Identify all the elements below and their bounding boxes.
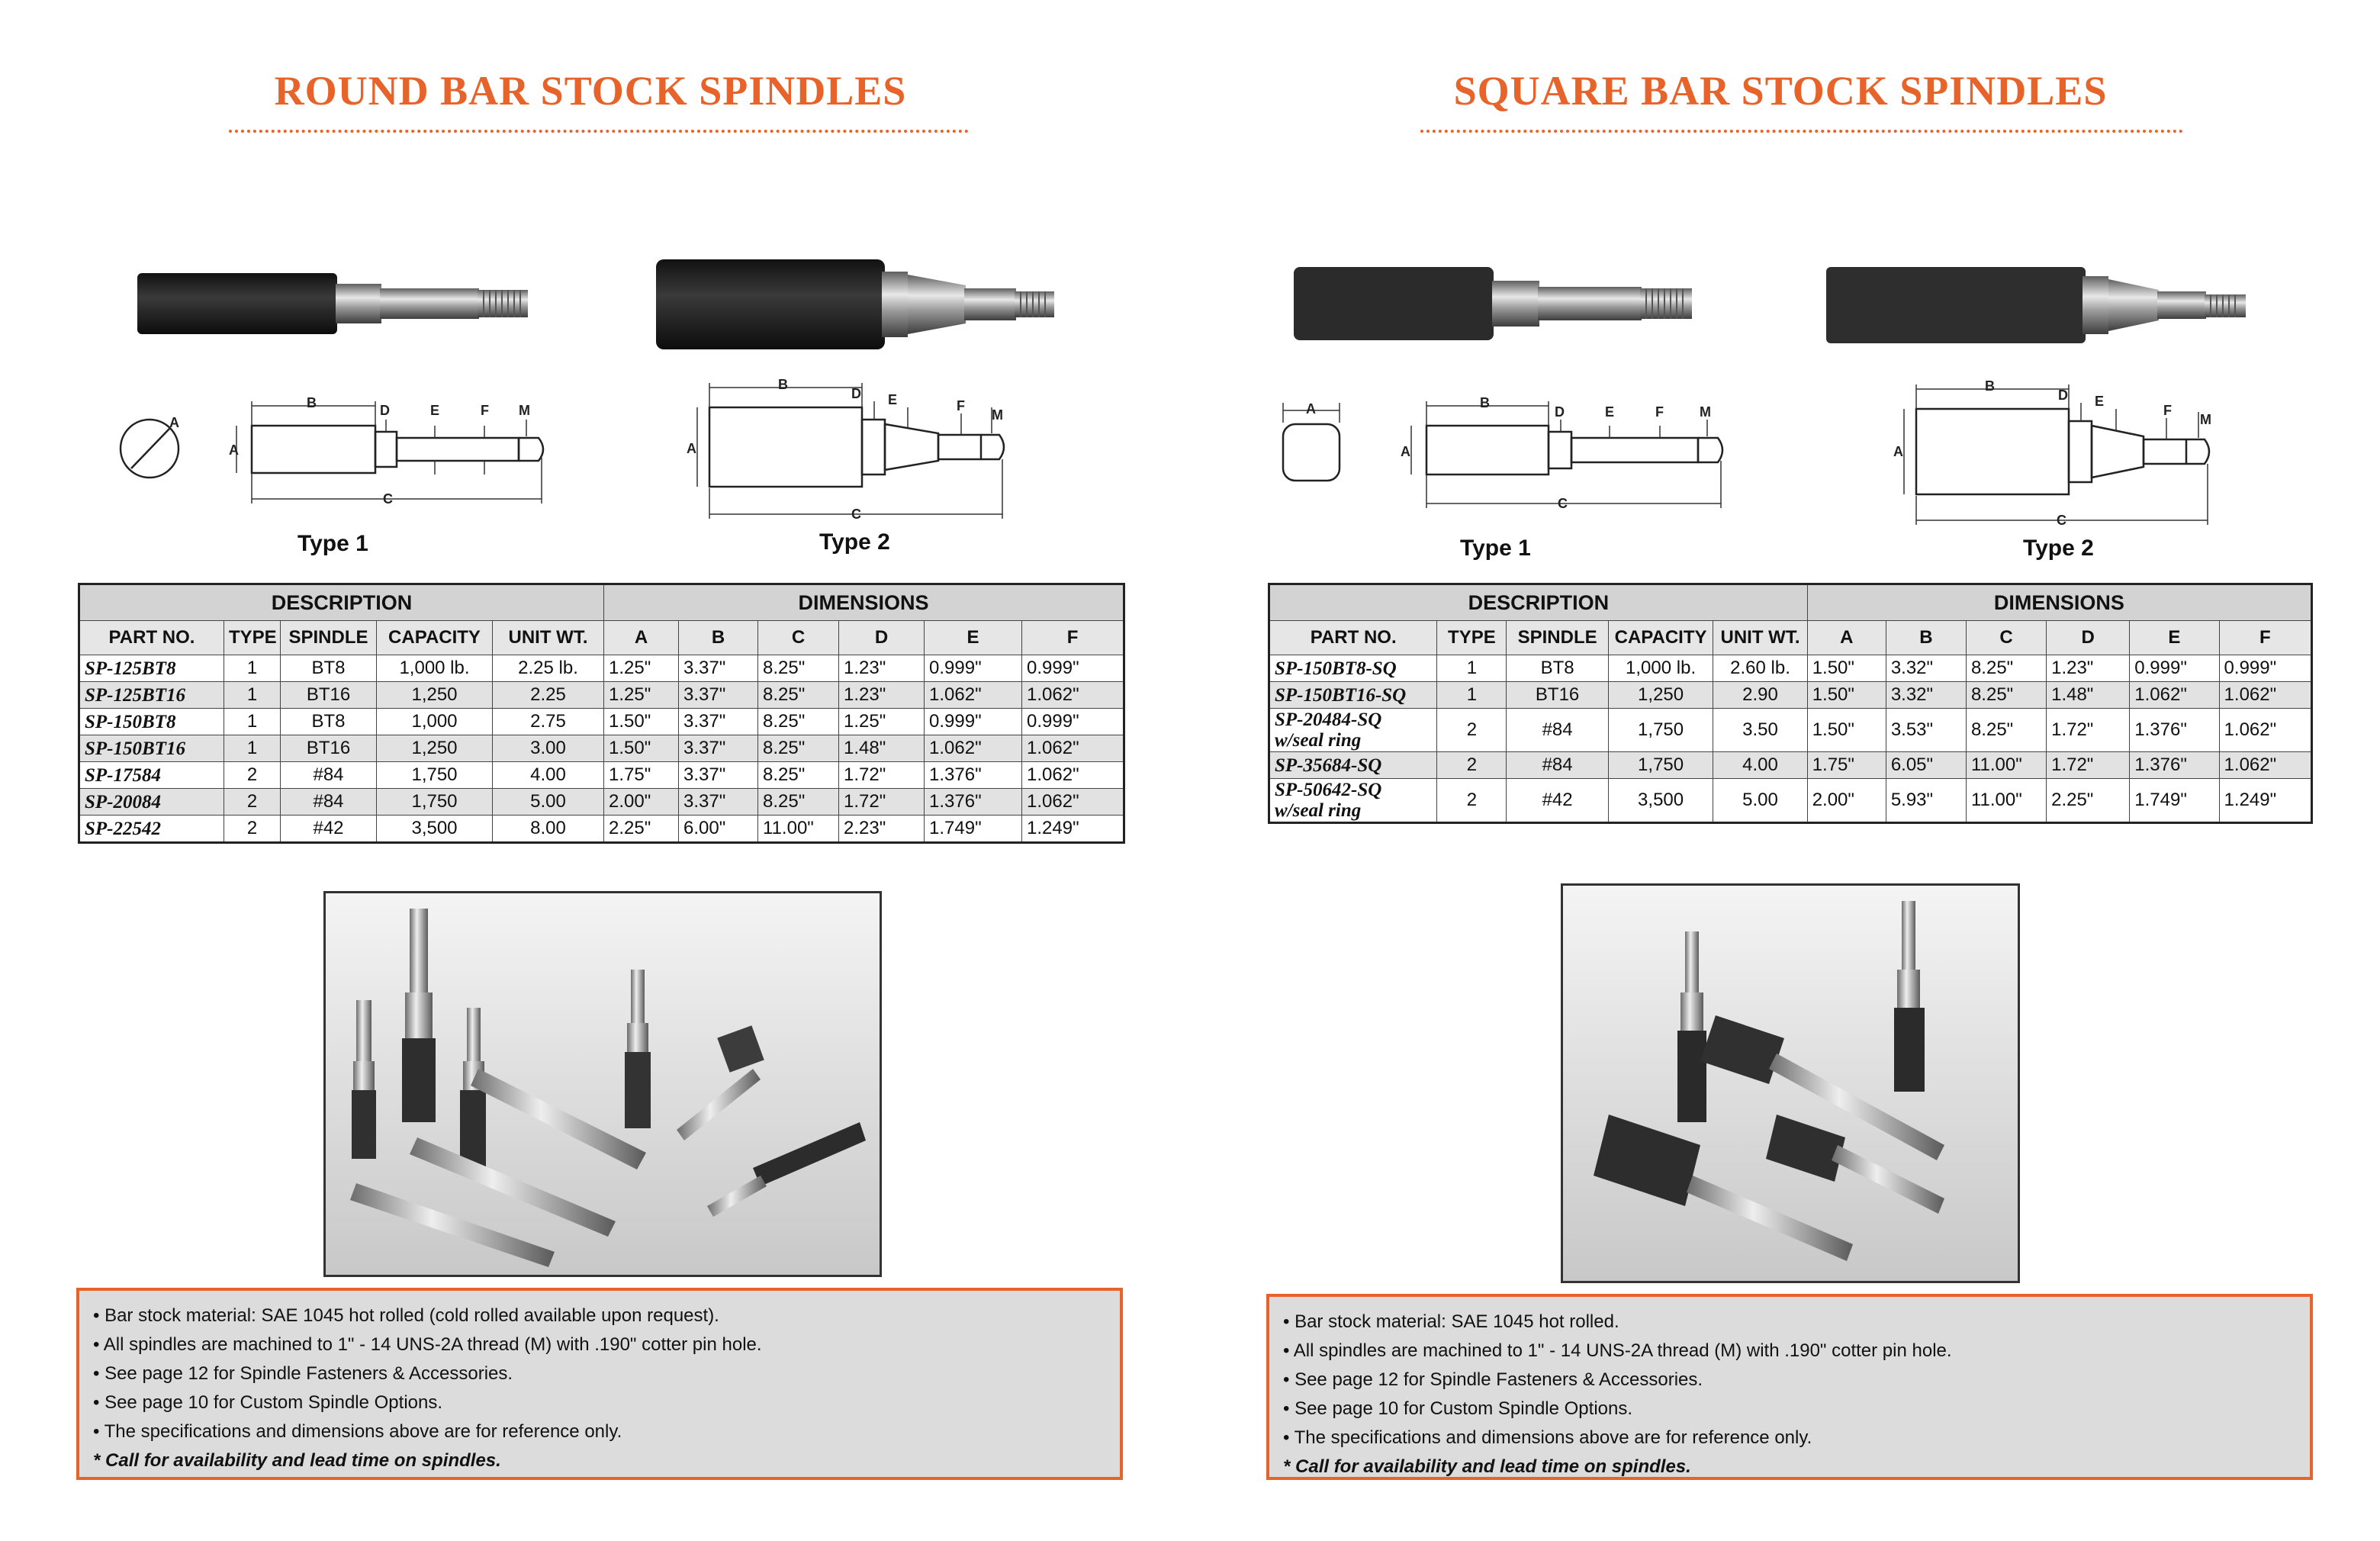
cell-c: 8.25" xyxy=(1966,709,2046,752)
dim-letter-m: M xyxy=(992,407,1003,423)
note-item: • Bar stock material: SAE 1045 hot rolled. xyxy=(1283,1308,2296,1337)
part-number: SP-17584 xyxy=(85,764,161,786)
col-type: TYPE xyxy=(1437,621,1507,655)
cell-capacity: 1,750 xyxy=(377,762,493,789)
cell-c: 8.25" xyxy=(758,682,839,709)
dimensions-group-header: DIMENSIONS xyxy=(1807,584,2311,621)
dim-letter-a-circle: A xyxy=(169,415,179,430)
col-e: E xyxy=(925,621,1022,655)
table-row xyxy=(79,816,1124,843)
cell-spindle: BT16 xyxy=(281,735,377,762)
description-group-header: DESCRIPTION xyxy=(79,584,604,621)
cell-capacity: 1,000 xyxy=(377,709,493,735)
cell-weight: 5.00 xyxy=(493,789,604,816)
type1-spindle-photo xyxy=(136,267,532,340)
cell-d: 2.23" xyxy=(839,816,925,843)
cell-spindle: BT16 xyxy=(281,682,377,709)
col-e: E xyxy=(2130,621,2219,655)
table-row xyxy=(79,762,1124,789)
part-number-cell xyxy=(79,789,224,816)
cell-a: 1.50" xyxy=(1807,655,1886,682)
cell-b: 3.37" xyxy=(679,735,758,762)
cell-spindle: #84 xyxy=(281,789,377,816)
cell-b: 3.53" xyxy=(1886,709,1966,752)
dim-letter-f: F xyxy=(957,398,965,413)
cell-a: 2.25" xyxy=(604,816,679,843)
col-spindle: SPINDLE xyxy=(1507,621,1608,655)
dim-letter-b: B xyxy=(307,395,317,410)
square-bar-section xyxy=(1190,0,2380,1541)
type2-label: Type 2 xyxy=(2023,536,2094,561)
part-number-cell xyxy=(79,709,224,735)
cell-d: 1.72" xyxy=(2047,752,2130,779)
col-type: TYPE xyxy=(224,621,281,655)
part-number: SP-150BT16-SQ xyxy=(1275,684,1407,706)
dim-letter-a: A xyxy=(229,442,239,458)
cell-spindle: #84 xyxy=(281,762,377,789)
cell-f: 1.062" xyxy=(2219,752,2311,779)
part-number-cell xyxy=(1269,709,1437,752)
cell-f: 1.062" xyxy=(2219,709,2311,752)
cell-e: 1.062" xyxy=(925,682,1022,709)
note-item: • See page 12 for Spindle Fasteners & Accessories. xyxy=(1283,1366,2296,1395)
cell-b: 3.37" xyxy=(679,655,758,682)
cell-type: 1 xyxy=(224,709,281,735)
dim-letter-b: B xyxy=(778,377,788,392)
cell-capacity: 1,250 xyxy=(1608,682,1713,709)
note-item: • See page 10 for Custom Spindle Options. xyxy=(93,1388,1106,1417)
cell-type: 2 xyxy=(1437,779,1507,823)
cell-spindle: #84 xyxy=(1507,709,1608,752)
cell-weight: 8.00 xyxy=(493,816,604,843)
type2-drawing xyxy=(679,374,1037,526)
cell-b: 3.37" xyxy=(679,709,758,735)
cell-b: 3.32" xyxy=(1886,682,1966,709)
col-part-no: PART NO. xyxy=(1269,621,1437,655)
col-b: B xyxy=(1886,621,1966,655)
col-f: F xyxy=(1022,621,1124,655)
table-row xyxy=(79,709,1124,735)
cell-capacity: 3,500 xyxy=(377,816,493,843)
table-row xyxy=(1269,682,2312,709)
cell-type: 2 xyxy=(1437,709,1507,752)
dim-letter-e: E xyxy=(2095,394,2105,409)
col-d: D xyxy=(839,621,925,655)
type1-label: Type 1 xyxy=(298,531,368,556)
dim-letter-d: D xyxy=(2058,388,2068,403)
cell-capacity: 1,750 xyxy=(1608,709,1713,752)
dim-letter-b: B xyxy=(1985,378,1995,394)
cell-a: 1.50" xyxy=(1807,709,1886,752)
cell-e: 1.376" xyxy=(925,762,1022,789)
cell-f: 0.999" xyxy=(1022,655,1124,682)
table-row xyxy=(1269,779,2312,823)
cell-c: 8.25" xyxy=(758,735,839,762)
dim-letter-e: E xyxy=(1605,404,1615,420)
part-number-cell xyxy=(1269,752,1437,779)
cell-f: 1.062" xyxy=(1022,762,1124,789)
part-number-cell xyxy=(79,655,224,682)
cell-d: 1.23" xyxy=(839,655,925,682)
cell-spindle: BT16 xyxy=(1507,682,1608,709)
cell-f: 0.999" xyxy=(1022,709,1124,735)
cell-b: 3.37" xyxy=(679,762,758,789)
cell-c: 8.25" xyxy=(758,655,839,682)
cell-e: 1.062" xyxy=(2130,682,2219,709)
cell-a: 2.00" xyxy=(1807,779,1886,823)
dim-letter-c: C xyxy=(851,507,861,522)
dim-letter-f: F xyxy=(481,403,489,418)
cell-e: 0.999" xyxy=(2130,655,2219,682)
part-number: SP-22542 xyxy=(85,818,161,839)
col-unit-wt: UNIT WT. xyxy=(1713,621,1807,655)
cell-spindle: BT8 xyxy=(281,655,377,682)
cell-capacity: 1,750 xyxy=(377,789,493,816)
cell-type: 1 xyxy=(224,682,281,709)
cell-type: 2 xyxy=(224,762,281,789)
col-spindle: SPINDLE xyxy=(281,621,377,655)
col-unit-wt: UNIT WT. xyxy=(493,621,604,655)
cell-weight: 4.00 xyxy=(493,762,604,789)
note-item: • All spindles are machined to 1" - 14 UNS-2A thread (M) with .190" cotter pin hole. xyxy=(93,1330,1106,1359)
type1-drawing xyxy=(1274,389,1732,526)
note-item: • All spindles are machined to 1" - 14 UNS-2A thread (M) with .190" cotter pin hole. xyxy=(1283,1337,2296,1366)
col-b: B xyxy=(679,621,758,655)
dim-letter-f: F xyxy=(1655,404,1664,420)
cell-spindle: #42 xyxy=(281,816,377,843)
section-title: SQUARE BAR STOCK SPINDLES xyxy=(1453,68,2108,114)
cell-a: 1.50" xyxy=(604,735,679,762)
table-row xyxy=(79,789,1124,816)
cell-weight: 2.60 lb. xyxy=(1713,655,1807,682)
cell-weight: 4.00 xyxy=(1713,752,1807,779)
dim-letter-c: C xyxy=(2057,513,2066,528)
cell-capacity: 1,250 xyxy=(377,682,493,709)
col-part-no: PART NO. xyxy=(79,621,224,655)
part-number-cell xyxy=(1269,655,1437,682)
cell-a: 2.00" xyxy=(604,789,679,816)
cell-type: 2 xyxy=(1437,752,1507,779)
cell-capacity: 3,500 xyxy=(1608,779,1713,823)
cell-e: 1.062" xyxy=(925,735,1022,762)
note-item: • The specifications and dimensions above are for reference only. xyxy=(93,1417,1106,1446)
col-f: F xyxy=(2219,621,2311,655)
cell-weight: 2.75 xyxy=(493,709,604,735)
cell-a: 1.25" xyxy=(604,655,679,682)
square-notes-box xyxy=(1266,1294,2313,1480)
section-title: ROUND BAR STOCK SPINDLES xyxy=(274,68,907,114)
dim-letter-d: D xyxy=(1555,404,1565,420)
cell-e: 1.749" xyxy=(925,816,1022,843)
cell-c: 8.25" xyxy=(758,762,839,789)
cell-d: 1.48" xyxy=(2047,682,2130,709)
col-d: D xyxy=(2047,621,2130,655)
cell-weight: 2.25 lb. xyxy=(493,655,604,682)
col-c: C xyxy=(758,621,839,655)
note-item: • See page 10 for Custom Spindle Options. xyxy=(1283,1395,2296,1424)
cell-d: 1.72" xyxy=(839,789,925,816)
part-number: SP-125BT8 xyxy=(85,658,176,679)
cell-f: 1.062" xyxy=(1022,735,1124,762)
part-number: SP-150BT16 xyxy=(85,738,185,759)
cell-spindle: BT8 xyxy=(281,709,377,735)
cell-spindle: BT8 xyxy=(1507,655,1608,682)
cell-weight: 2.25 xyxy=(493,682,604,709)
cell-b: 3.37" xyxy=(679,789,758,816)
cell-type: 2 xyxy=(224,789,281,816)
dim-letter-c: C xyxy=(1558,496,1568,511)
note-item: • The specifications and dimensions above are for reference only. xyxy=(1283,1424,2296,1453)
cell-c: 8.25" xyxy=(1966,655,2046,682)
cell-a: 1.75" xyxy=(604,762,679,789)
cell-a: 1.50" xyxy=(604,709,679,735)
col-c: C xyxy=(1966,621,2046,655)
part-note: w/seal ring xyxy=(1275,730,1362,751)
cell-e: 1.376" xyxy=(2130,752,2219,779)
part-number: SP-125BT16 xyxy=(85,684,185,706)
call-note: * Call for availability and lead time on spindles. xyxy=(93,1450,501,1471)
cell-b: 6.05" xyxy=(1886,752,1966,779)
cell-b: 5.93" xyxy=(1886,779,1966,823)
title-divider xyxy=(1420,130,2183,133)
cell-e: 1.749" xyxy=(2130,779,2219,823)
cell-f: 0.999" xyxy=(2219,655,2311,682)
title-divider xyxy=(229,130,969,133)
col-capacity: CAPACITY xyxy=(1608,621,1713,655)
dim-letter-e: E xyxy=(430,403,440,418)
cell-c: 11.00" xyxy=(1966,752,2046,779)
cell-type: 1 xyxy=(1437,682,1507,709)
cell-weight: 2.90 xyxy=(1713,682,1807,709)
cell-d: 2.25" xyxy=(2047,779,2130,823)
cell-e: 1.376" xyxy=(925,789,1022,816)
cell-f: 1.062" xyxy=(1022,789,1124,816)
part-number: SP-50642-SQ xyxy=(1275,780,1382,800)
cell-capacity: 1,250 xyxy=(377,735,493,762)
cell-f: 1.062" xyxy=(2219,682,2311,709)
cell-f: 1.249" xyxy=(2219,779,2311,823)
cell-d: 1.72" xyxy=(839,762,925,789)
dim-letter-b: B xyxy=(1480,395,1490,410)
cell-c: 11.00" xyxy=(1966,779,2046,823)
dim-letter-f: F xyxy=(2163,403,2172,418)
part-number: SP-20084 xyxy=(85,791,161,812)
cell-d: 1.48" xyxy=(839,735,925,762)
cell-c: 8.25" xyxy=(1966,682,2046,709)
cell-weight: 3.00 xyxy=(493,735,604,762)
type2-label: Type 2 xyxy=(819,529,890,555)
notes-list xyxy=(93,1301,1106,1446)
cell-a: 1.75" xyxy=(1807,752,1886,779)
part-number: SP-35684-SQ xyxy=(1275,754,1382,776)
cell-c: 8.25" xyxy=(758,789,839,816)
cell-a: 1.25" xyxy=(604,682,679,709)
part-number-cell xyxy=(79,682,224,709)
notes-list xyxy=(1283,1308,2296,1453)
cell-d: 1.25" xyxy=(839,709,925,735)
part-number-cell xyxy=(79,735,224,762)
cell-type: 1 xyxy=(1437,655,1507,682)
dim-letter-c: C xyxy=(383,491,393,507)
table-row xyxy=(1269,752,2312,779)
dim-letter-a: A xyxy=(1401,444,1410,459)
col-capacity: CAPACITY xyxy=(377,621,493,655)
cell-d: 1.23" xyxy=(839,682,925,709)
cell-type: 1 xyxy=(224,655,281,682)
round-spec-table xyxy=(78,583,1125,844)
dimensions-group-header: DIMENSIONS xyxy=(604,584,1124,621)
round-spindles-photo xyxy=(323,891,882,1277)
cell-b: 3.32" xyxy=(1886,655,1966,682)
table-row xyxy=(1269,655,2312,682)
type1-label: Type 1 xyxy=(1460,536,1531,561)
part-number-cell xyxy=(79,762,224,789)
cell-spindle: #84 xyxy=(1507,752,1608,779)
part-note: w/seal ring xyxy=(1275,800,1362,821)
cell-weight: 3.50 xyxy=(1713,709,1807,752)
cell-a: 1.50" xyxy=(1807,682,1886,709)
cell-b: 3.37" xyxy=(679,682,758,709)
type2-drawing xyxy=(1892,377,2258,529)
table-row xyxy=(79,655,1124,682)
part-number: SP-20484-SQ xyxy=(1275,709,1382,730)
cell-capacity: 1,750 xyxy=(1608,752,1713,779)
dim-letter-m: M xyxy=(519,403,530,418)
dim-letter-a-square: A xyxy=(1306,401,1316,417)
col-a: A xyxy=(604,621,679,655)
part-number: SP-150BT8-SQ xyxy=(1275,658,1397,679)
cell-type: 1 xyxy=(224,735,281,762)
dim-letter-m: M xyxy=(2200,412,2211,427)
call-note: * Call for availability and lead time on spindles. xyxy=(1283,1456,1691,1477)
cell-f: 1.062" xyxy=(1022,682,1124,709)
dim-letter-d: D xyxy=(380,403,390,418)
note-item: • See page 12 for Spindle Fasteners & Accessories. xyxy=(93,1359,1106,1388)
part-number-cell xyxy=(1269,779,1437,823)
square-spec-table xyxy=(1268,583,2313,824)
note-item: • Bar stock material: SAE 1045 hot rolled (cold rolled available upon request). xyxy=(93,1301,1106,1330)
part-number-cell xyxy=(79,816,224,843)
table-row xyxy=(79,735,1124,762)
cell-c: 8.25" xyxy=(758,709,839,735)
type1-drawing xyxy=(114,389,557,519)
table-row xyxy=(1269,709,2312,752)
part-number: SP-150BT8 xyxy=(85,711,176,732)
cell-capacity: 1,000 lb. xyxy=(1608,655,1713,682)
table-row xyxy=(79,682,1124,709)
type2-spindle-photo xyxy=(653,255,1057,354)
cell-e: 0.999" xyxy=(925,709,1022,735)
round-notes-box xyxy=(76,1288,1123,1480)
cell-weight: 5.00 xyxy=(1713,779,1807,823)
cell-e: 0.999" xyxy=(925,655,1022,682)
cell-capacity: 1,000 lb. xyxy=(377,655,493,682)
description-group-header: DESCRIPTION xyxy=(1269,584,1808,621)
cell-b: 6.00" xyxy=(679,816,758,843)
dim-letter-m: M xyxy=(1700,404,1711,420)
type1-spindle-photo xyxy=(1292,264,1697,343)
cell-d: 1.72" xyxy=(2047,709,2130,752)
dim-letter-a: A xyxy=(1893,444,1903,459)
cell-spindle: #42 xyxy=(1507,779,1608,823)
dim-letter-e: E xyxy=(888,392,898,407)
type2-spindle-photo xyxy=(1823,264,2250,348)
cell-c: 11.00" xyxy=(758,816,839,843)
square-spindles-photo xyxy=(1561,883,2020,1283)
cell-e: 1.376" xyxy=(2130,709,2219,752)
cell-type: 2 xyxy=(224,816,281,843)
col-a: A xyxy=(1807,621,1886,655)
part-number-cell xyxy=(1269,682,1437,709)
cell-f: 1.249" xyxy=(1022,816,1124,843)
cell-d: 1.23" xyxy=(2047,655,2130,682)
dim-letter-d: D xyxy=(851,386,861,401)
dim-letter-a: A xyxy=(687,441,696,456)
